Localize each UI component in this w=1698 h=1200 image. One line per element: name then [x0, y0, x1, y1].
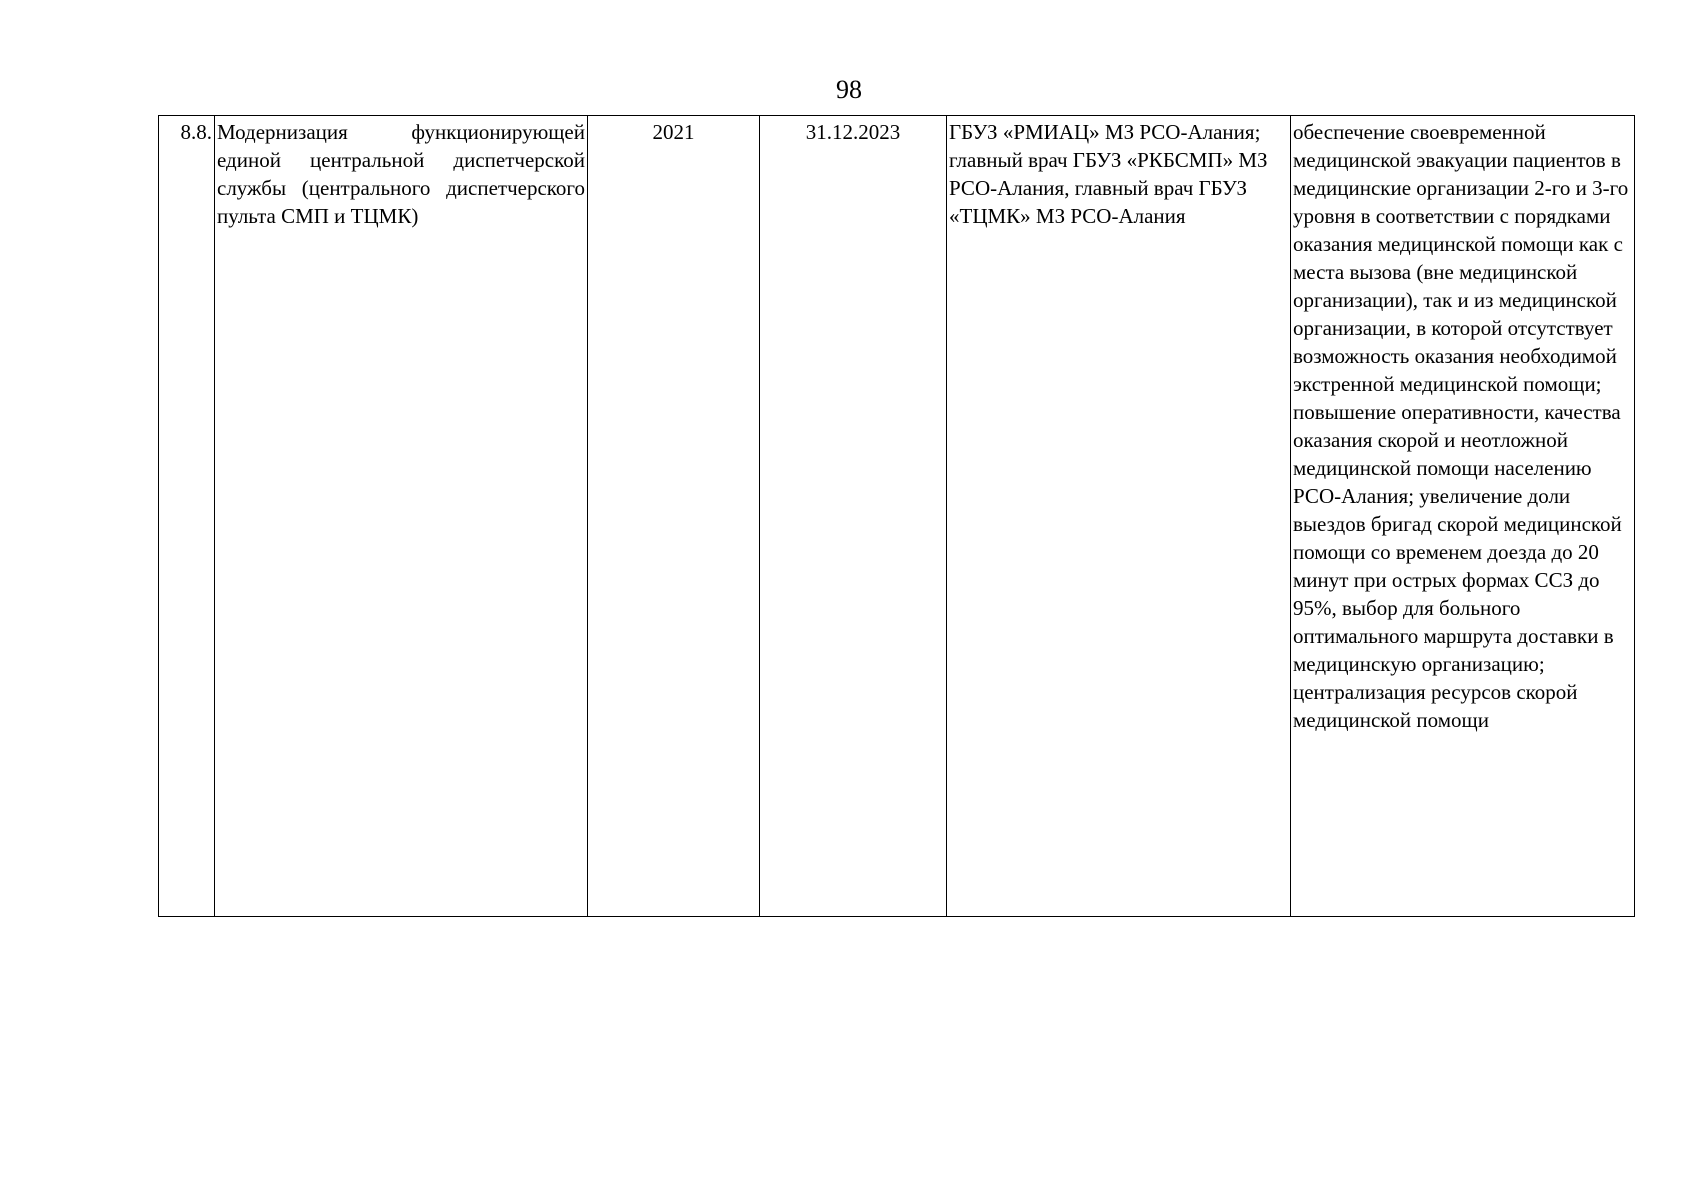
start-year: 2021: [652, 120, 695, 144]
row-number-cell: [159, 116, 215, 917]
expected-result-cell: [1291, 116, 1635, 917]
start-year-cell: [588, 116, 760, 917]
measures-table: [158, 115, 1635, 917]
measure-name-cell: [215, 116, 588, 917]
expected-result-text: обеспечение своевременной медицинской эвакуации пациентов в медицинские организации 2-го и 3-го уровня в соответствии с порядками оказания медицинской помощи как с места вызова (вне медицинской организации), так и из медицинской организации, в которой отсутствует возможность оказания необходимой экстренной медицинской помощи; повышение оперативности, качества оказания скорой и неотложной медицинской помощи населению РСО-Алания; увеличение доли выездов бригад скорой медицинской помощи со временем доезда до 20 минут при острых формах ССЗ до 95%, выбор для больного оптимального маршрута доставки в медицинскую организацию; централизация ресурсов скорой медицинской помощи: [1293, 120, 1629, 732]
row-number: 8.8.: [180, 120, 212, 144]
page-number: 98: [836, 75, 862, 104]
table-row: [159, 116, 1635, 917]
end-date-cell: [760, 116, 947, 917]
responsible-cell: [947, 116, 1291, 917]
end-date: 31.12.2023: [805, 120, 901, 144]
measure-name: Модернизация функционирующей единой центральной диспетчерской службы (центрального диспетчерского пульта СМП и ТЦМК): [217, 120, 585, 228]
responsible-text: ГБУЗ «РМИАЦ» МЗ РСО-Алания; главный врач ГБУЗ «РКБСМП» МЗ РСО-Алания, главный врач ГБУЗ «ТЦМК» МЗ РСО-Алания: [949, 120, 1268, 228]
